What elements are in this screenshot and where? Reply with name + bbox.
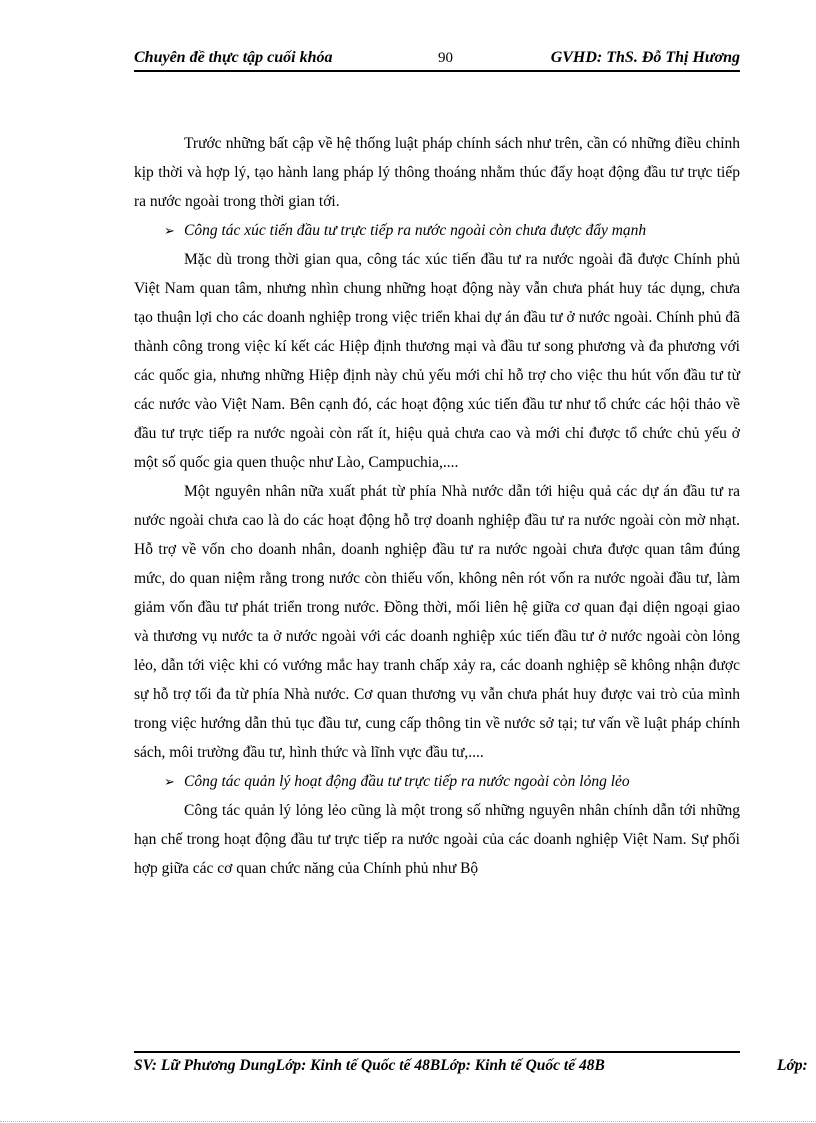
bullet-heading-2	[134, 767, 740, 796]
header-supervisor: GVHD: ThS. Đỗ Thị Hương	[550, 49, 740, 66]
page-header	[134, 46, 740, 72]
paragraph-2: Mặc dù trong thời gian qua, công tác xúc tiến đầu tư ra nước ngoài đã được Chính phủ Việt Nam quan tâm, nhưng nhìn chung những hoạt động này vẫn chưa phát huy tác dụng, chưa tạo thuận lợi cho các doanh nghiệp trong việc triển khai dự án đầu tư ở nước ngoài. Chính phủ đã thành công trong việc kí kết các Hiệp định thương mại và đầu tư song phương và đa phương với các quốc gia, nhưng những Hiệp định này chủ yếu mới chỉ hỗ trợ cho việc thu hút vốn đầu tư từ các nước vào Việt Nam. Bên cạnh đó, các hoạt động xúc tiến đầu tư như tổ chức các hội thảo về đầu tư trực tiếp ra nước ngoài còn rất ít, hiệu quả chưa cao và mới chỉ được tổ chức chủ yếu ở một số quốc gia quen thuộc như Lào, Campuchia,....	[134, 251, 740, 471]
footer-student: SV: Lữ Phương DungLớp: Kinh tế Quốc tế 48BLớp: Kinh tế Quốc tế 48B	[134, 1057, 605, 1074]
document-body	[134, 129, 740, 883]
paragraph-3: Một nguyên nhân nữa xuất phát từ phía Nhà nước dẫn tới hiệu quả các dự án đầu tư ra nước ngoài chưa cao là do các hoạt động hỗ trợ doanh nghiệp đầu tư ra nước ngoài còn mờ nhạt. Hỗ trợ về vốn cho doanh nhân, doanh nghiệp đầu tư ra nước ngoài chưa được quan tâm đúng mức, do quan niệm rằng trong nước còn thiếu vốn, không nên rót vốn ra nước ngoài đầu tư, làm giảm vốn đầu tư phát triển trong nước. Đồng thời, mối liên hệ giữa cơ quan đại diện ngoại giao và thương vụ nước ta ở nước ngoài với các doanh nghiệp xúc tiến đầu tư ở nước ngoài còn lỏng lẻo, dẫn tới việc khi có vướng mắc hay tranh chấp xảy ra, các doanh nghiệp sẽ không nhận được sự hỗ trợ tối đa từ phía Nhà nước. Cơ quan thương vụ vẫn chưa phát huy được vai trò của mình trong việc hướng dẫn thủ tục đầu tư, cung cấp thông tin về nước sở tại; tư vấn về luật pháp chính sách, môi trường đầu tư, hình thức và lĩnh vực đầu tư,....	[134, 483, 740, 761]
page-footer	[134, 1051, 808, 1074]
bullet-heading-2-text: Công tác quản lý hoạt động đầu tư trực tiếp ra nước ngoài còn lỏng lẻo	[184, 773, 630, 790]
paragraph-1: Trước những bất cập về hệ thống luật pháp chính sách như trên, cần có những điều chỉnh kịp thời và hợp lý, tạo hành lang pháp lý thông thoáng nhằm thúc đẩy hoạt động đầu tư trực tiếp ra nước ngoài trong thời gian tới.	[134, 135, 740, 210]
arrow-bullet-icon: ➢	[164, 223, 175, 238]
paragraph-4: Công tác quản lý lỏng lẻo cũng là một trong số những nguyên nhân chính dẫn tới những hạn chế trong hoạt động đầu tư trực tiếp ra nước ngoài của các doanh nghiệp Việt Nam. Sự phối hợp giữa các cơ quan chức năng của Chính phủ như Bộ	[134, 802, 740, 877]
page-number: 90	[438, 50, 453, 66]
footer-class-label: Lớp:	[777, 1057, 808, 1074]
header-title: Chuyên đề thực tập cuối khóa	[134, 49, 333, 66]
arrow-bullet-icon: ➢	[164, 774, 175, 789]
bullet-heading-1	[134, 216, 740, 245]
bullet-heading-1-text: Công tác xúc tiến đầu tư trực tiếp ra nước ngoài còn chưa được đẩy mạnh	[184, 222, 647, 239]
